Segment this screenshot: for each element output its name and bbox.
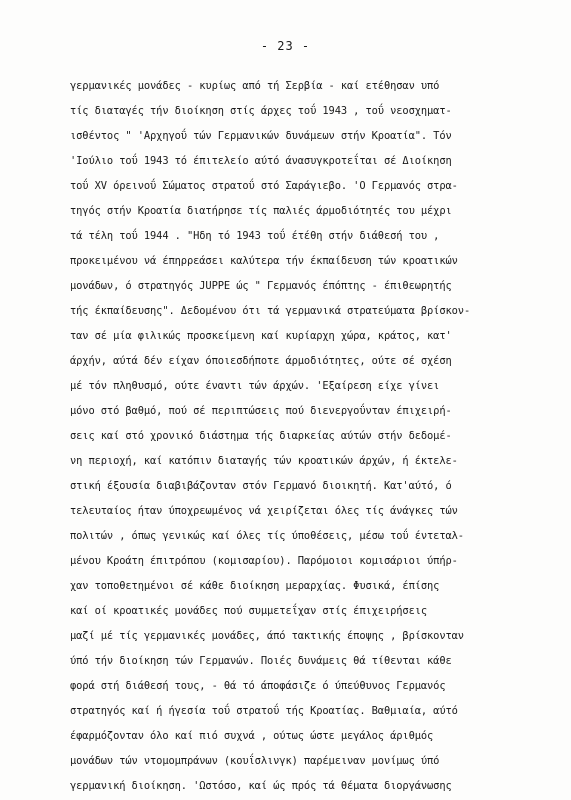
text-line: γερμανική διοίκηση. 'Ωστόσο, καί ώς πρός τά θέματα διοργάνωσης [70, 780, 452, 792]
text-line: τίς διαταγές τήν διοίκηση στίς άρχες τοΰ 1943 , τοΰ νεοσχηματ- [70, 105, 452, 117]
text-line: τηγός στήν Κροατία διατήρησε τίς παλιές άρμοδιότητές του μέχρι [70, 205, 452, 217]
text-line: πολιτών , όπως γενικώς καί όλες τίς ύποθέσεις, μέσω τοΰ έντεταλ- [70, 530, 464, 542]
text-line: τής έκπαίδευσης". Δεδομένου ότι τά γερμανικά στρατεύματα βρίσκον- [70, 305, 471, 317]
text-line: καί οί κροατικές μονάδες πού συμμετεΐχαν στίς έπιχειρήσεις [70, 605, 428, 617]
text-line: νη περιοχή, καί κατόπιν διαταγής τών κροατικών άρχών, ή έκτελε- [70, 455, 458, 467]
text-line: χαν τοποθετημένοι σέ κάθε διοίκηση μεραρχίας. Φυσικά, έπίσης [70, 580, 440, 592]
text-line: τοΰ XV όρεινοΰ Σώματος στρατοΰ στό Σαράγιεβο. 'Ο Γερμανός στρα- [70, 180, 458, 192]
text-line: ύπό τήν διοίκηση τών Γερμανών. Ποιές δυνάμεις θά τίθενται κάθε [70, 655, 452, 667]
text-line: μέ τόν πληθυσμό, ούτε έναντι τών άρχών. 'Εξαίρεση είχε γίνει [70, 380, 440, 392]
text-line: τελευταίος ήταν ύποχρεωμένος νά χειρίζεται όλες τίς άνάγκες τών [70, 505, 458, 517]
text-line: προκειμένου νά έπηρρεάσει καλύτερα τήν έκπαίδευση τών κροατικών [70, 255, 458, 267]
text-line: έφαρμόζονταν όλο καί πιό συχνά , ούτως ώστε μεγάλος άριθμός [70, 730, 434, 742]
text-line: 'Ιούλιο τοΰ 1943 τό έπιτελείο αύτό άνασυγκροτεΐται σέ Διοίκηση [70, 155, 452, 167]
text-line: στική έξουσία διαβιβάζονταν στόν Γερμανό διοικητή. Κατ'αύτό, ό [70, 480, 452, 492]
text-line: φορά στή διάθεσή τους, - θά τό άποφάσιζε ό ύπεύθυνος Γερμανός [70, 680, 446, 692]
text-line: ταν σέ μία φιλικώς προσκείμενη καί κυρίαρχη χώρα, κράτος, κατ' [70, 330, 452, 342]
text-line: μονάδων, ό στρατηγός JUPPE ώς " Γερμανός έπόπτης - έπιθεωρητής [70, 280, 452, 292]
text-line: ισθέντος " 'Αρχηγοΰ τών Γερμανικών δυνάμεων στήν Κροατία". Τόν [70, 130, 452, 142]
text-line: σεις καί στό χρονικό διάστημα τής διαρκείας αύτών στήν δεδομέ- [70, 430, 452, 442]
text-line: άρχήν, αύτά δέν είχαν όποιεσδήποτε άρμοδιότητες, ούτε σέ σχέση [70, 355, 452, 367]
text-line: στρατηγός καί ή ήγεσία τοΰ στρατοΰ τής Κροατίας. Βαθμιαία, αύτό [70, 705, 458, 717]
text-line: μόνο στό βαθμό, πού σέ περιπτώσεις πού διενεργοΰνταν έπιχειρή- [70, 405, 452, 417]
text-line: μαζί μέ τίς γερμανικές μονάδες, άπό τακτικής έποψης , βρίσκονταν [70, 630, 464, 642]
text-line: μονάδων τών ντομομπράνων (κουΐσλινγκ) παρέμειναν μονίμως ύπό [70, 755, 440, 767]
page-number: - 23 - [260, 39, 311, 53]
text-line: τά τέλη τοΰ 1944 . "Ηδη τό 1943 τοΰ έτέθη στήν διάθεσή του , [70, 230, 440, 242]
body-text [70, 74, 540, 799]
text-line: γερμανικές μονάδες - κυρίως από τή Σερβία - καί ετέθησαν υπό [70, 80, 440, 92]
text-line: μένου Κροάτη έπιτρόπου (κομισαρίου). Παρόμοιοι κομισάριοι ύπήρ- [70, 555, 458, 567]
